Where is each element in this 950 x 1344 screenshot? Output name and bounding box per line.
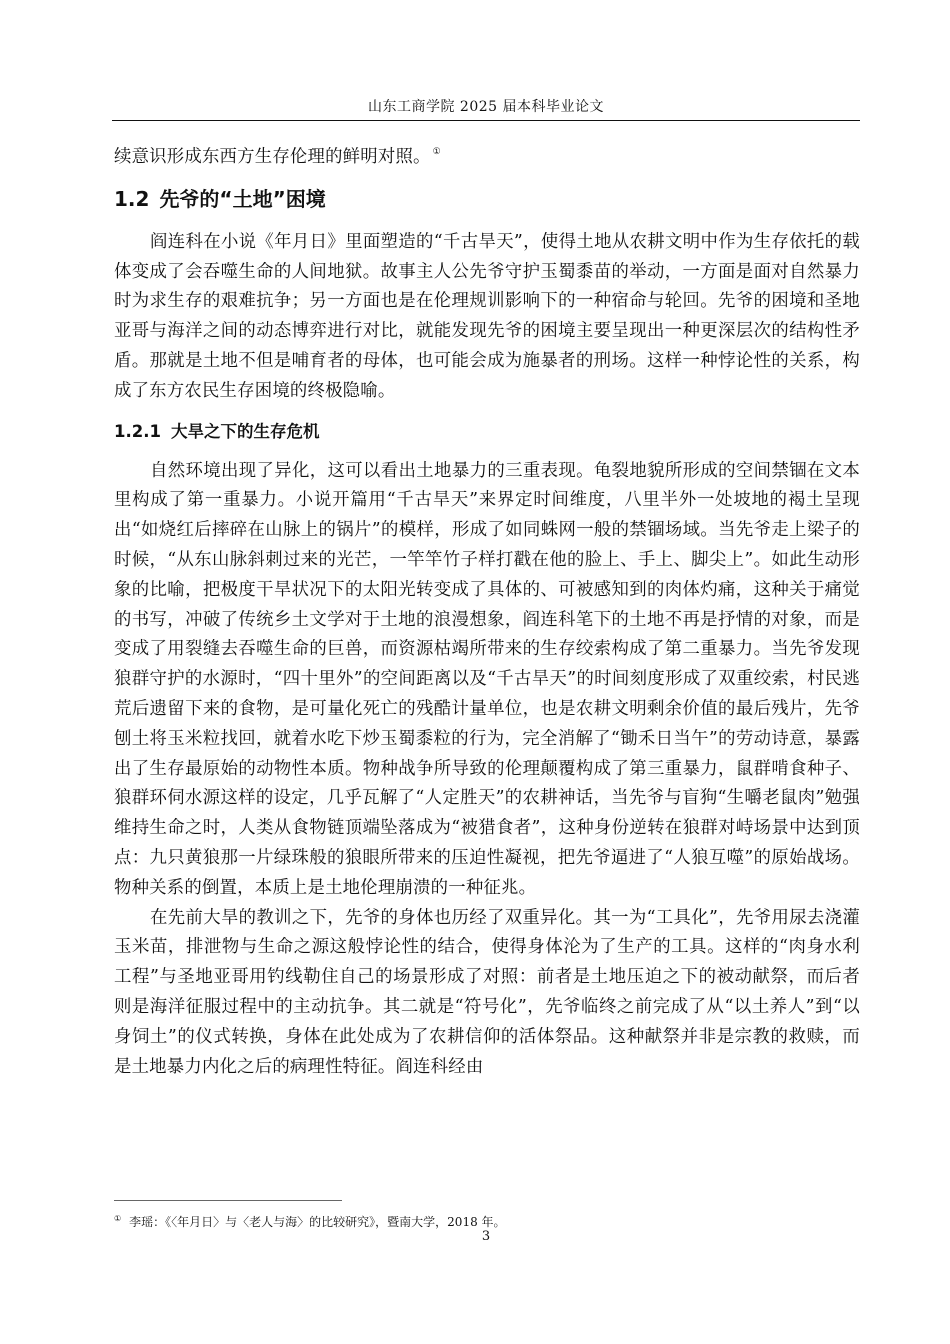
continuation-text: 续意识形成东西方生存伦理的鲜明对照。: [114, 147, 431, 167]
section-paragraph: 阎连科在小说《年月日》里面塑造的“千古旱天”，使得土地从农耕文明中作为生存依托的载体变成了会吞噬生命的人间地狱。故事主人公先爷守护玉蜀黍苗的举动，一方面是面对自然暴力时为求生存的艰难抗争；另一方面也是在伦理规训影响下的一种宿命与轮回。先爷的困境和圣地亚哥与海洋之间的动态博弈进行对比，就能发现先爷的困境主要呈现出一种更深层次的结构性矛盾。那就是土地不但是哺育者的母体，也可能会成为施暴者的刑场。这样一种悖论性的关系，构成了东方农民生存困境的终极隐喻。: [114, 231, 860, 401]
section-number: 1.2: [114, 186, 150, 211]
subsection-heading: [114, 419, 860, 445]
footnote-reference-mark: ①: [432, 147, 441, 157]
continuation-paragraph: [114, 138, 860, 173]
subsection-number: 1.2.1: [114, 421, 161, 441]
footnote-rule: [114, 1200, 342, 1201]
page-body: [114, 138, 860, 1082]
page-number: 3: [481, 1229, 491, 1244]
header-rule: [112, 120, 860, 121]
running-header: 山东工商学院 2025 届本科毕业论文: [367, 99, 605, 115]
subsection-paragraph-2: 在先前大旱的教训之下，先爷的身体也历经了双重异化。其一为“工具化”，先爷用尿去浇灌玉米苗，排泄物与生命之源这般悖论性的结合，使得身体沦为了生产的工具。这样的“肉身水利工程”与圣地亚哥用钓线勒住自己的场景形成了对照：前者是土地压迫之下的被动献祭，而后者则是海洋征服过程中的主动抗争。其二就是“符号化”，先爷临终之前完成了从“以土养人”到“以身饲土”的仪式转换，身体在此处成为了农耕信仰的活体祭品。这种献祭并非是宗教的救赎，而是土地暴力内化之后的病理性特征。阎连科经由: [114, 907, 860, 1077]
subsection-paragraph-1: 自然环境出现了异化，这可以看出土地暴力的三重表现。龟裂地貌所形成的空间禁锢在文本里构成了第一重暴力。小说开篇用“千古旱天”来界定时间维度，八里半外一处坡地的褐土呈现出“如烧红后摔碎在山脉上的锅片”的模样，形成了如同蛛网一般的禁锢场域。当先爷走上梁子的时候，“从东山脉斜刺过来的光芒，一竿竿竹子样打戳在他的脸上、手上、脚尖上”。如此生动形象的比喻，把极度干旱状况下的太阳光转变成了具体的、可被感知到的肉体灼痛，这种关于痛觉的书写，冲破了传统乡土文学对于土地的浪漫想象，阎连科笔下的土地不再是抒情的对象，而是变成了用裂缝去吞噬生命的巨兽，而资源枯竭所带来的生存绞索构成了第二重暴力。当先爷发现狼群守护的水源时，“四十里外”的空间距离以及“千古旱天”的时间刻度形成了双重绞索，村民逃荒后遗留下来的食物，是可量化死亡的残酷计量单位，也是农耕文明剩余价值的最后残片，先爷刨土将玉米粒找回，就着水吃下炒玉蜀黍粒的行为，完全消解了“锄禾日当午”的劳动诗意，暴露出了生存最原始的动物性本质。物种战争所导致的伦理颠覆构成了第三重暴力，鼠群啃食种子、狼群环伺水源这样的设定，几乎瓦解了“人定胜天”的农耕神话，当先爷与盲狗“生嚼老鼠肉”勉强维持生命之时，人类从食物链顶端坠落成为“被猎食者”，这种身份逆转在狼群对峙场景中达到顶点：九只黄狼那一片绿珠般的狼眼所带来的压迫性凝视，把先爷逼进了“人狼互噬”的原始战场。物种关系的倒置，本质上是土地伦理崩溃的一种征兆。: [114, 460, 860, 898]
section-title: 先爷的“土地”困境: [159, 186, 326, 211]
section-heading: [114, 183, 860, 215]
subsection-title: 大旱之下的生存危机: [170, 421, 320, 441]
footnote-text: 李瑶：《〈年月日〉与〈老人与海〉的比较研究》，暨南大学，2018 年。: [129, 1215, 506, 1229]
footnote-number: ①: [114, 1214, 122, 1223]
